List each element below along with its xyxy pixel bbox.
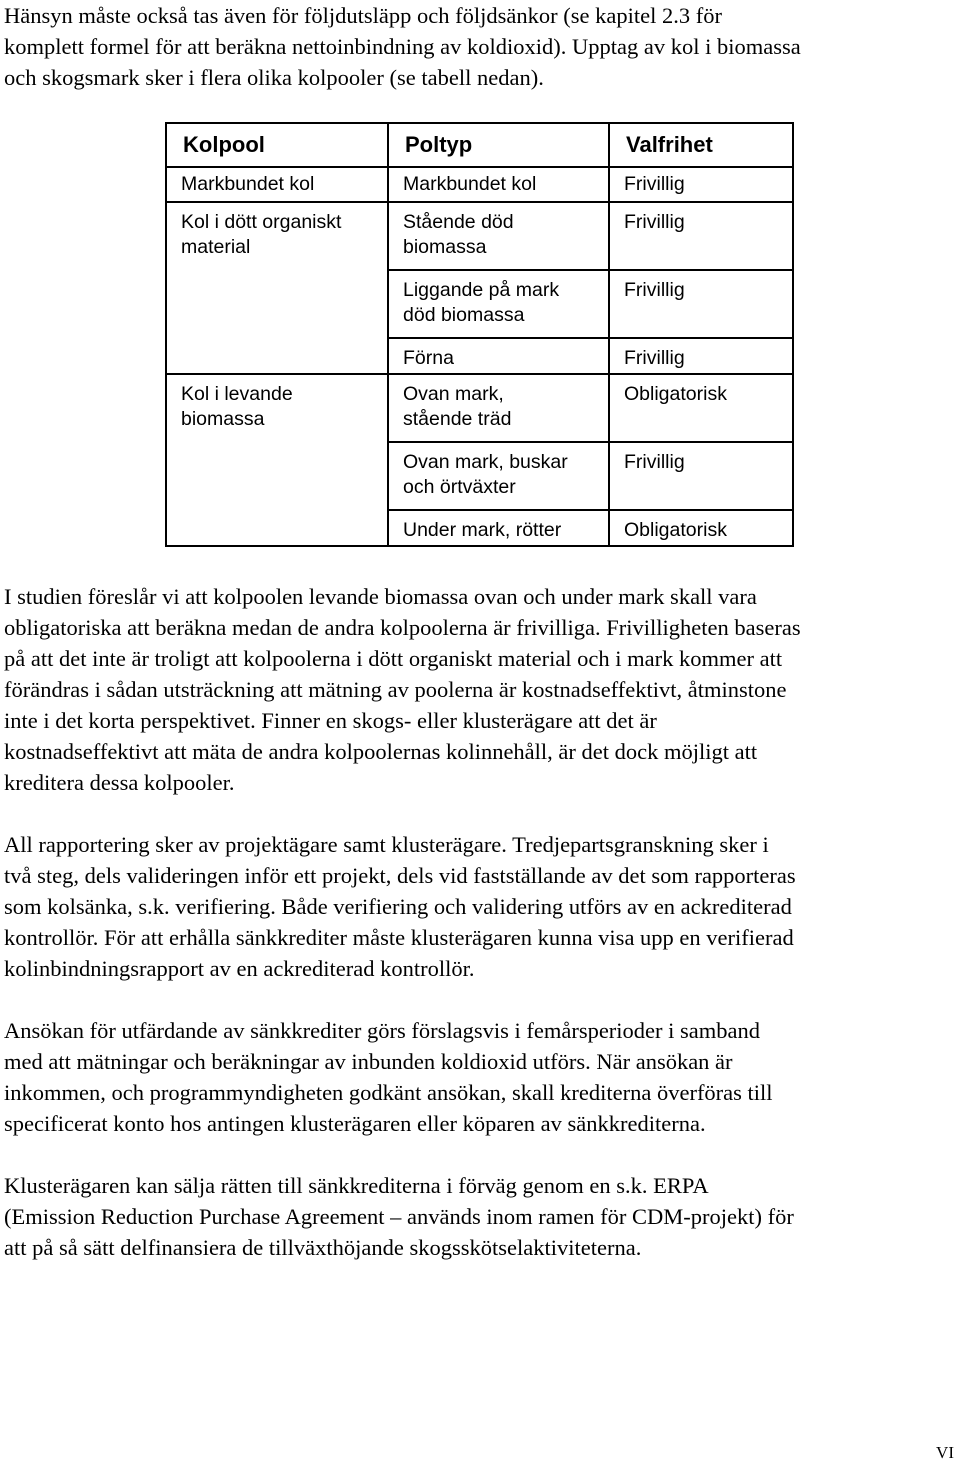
text-line: I studien föreslår vi att kolpoolen levande biomassa ovan och under mark skall vara [4, 584, 757, 609]
choice-cell: Frivillig [609, 338, 793, 374]
text-line: med att mätningar och beräkningar av inbunden koldioxid utförs. När ansökan är [4, 1049, 733, 1074]
type-line: Stående död [403, 211, 514, 233]
text-line: kolinbindningsrapport av en ackrediterad kontrollör. [4, 956, 475, 981]
choice-cell: Obligatorisk [609, 510, 793, 546]
type-cell [388, 510, 609, 546]
pool-cell-living-biomass [166, 374, 388, 546]
text-line: komplett formel för att beräkna nettoinbindning av koldioxid). Upptag av kol i biomassa [4, 34, 801, 59]
pool-label-line: biomassa [181, 408, 265, 430]
type-line: och örtväxter [403, 476, 516, 498]
text-line: inte i det korta perspektivet. Finner en skogs- eller klusterägare att det är [4, 708, 657, 733]
body-paragraph-2 [4, 829, 954, 984]
header-poltyp: Poltyp [388, 123, 609, 167]
carbon-pool-table [165, 122, 794, 547]
text-line: kreditera dessa kolpooler. [4, 770, 235, 795]
type-cell [388, 270, 609, 338]
choice-cell: Frivillig [609, 442, 793, 510]
type-cell [388, 374, 609, 442]
text-line: Hänsyn måste också tas även för följdutsläpp och följdsänkor (se kapitel 2.3 för [4, 3, 722, 28]
type-line: biomassa [403, 236, 487, 258]
text-line: All rapportering sker av projektägare samt klusterägare. Tredjepartsgranskning sker i [4, 832, 769, 857]
text-line: två steg, dels valideringen inför ett projekt, dels vid fastställande av det som rapporteras [4, 863, 796, 888]
pool-cell-dead-organic [166, 202, 388, 374]
text-line: förändras i sådan utsträckning att mätning av poolerna är kostnadseffektivt, åtminstone [4, 677, 787, 702]
text-line: Ansökan för utfärdande av sänkkrediter görs förslagsvis i femårsperioder i samband [4, 1018, 761, 1043]
type-line: död biomassa [403, 304, 525, 326]
text-line: (Emission Reduction Purchase Agreement – används inom ramen för CDM-projekt) för [4, 1204, 794, 1229]
text-line: Klusterägaren kan sälja rätten till sänkkrediterna i förväg genom en s.k. ERPA [4, 1173, 709, 1198]
text-line: inkommen, och programmyndigheten godkänt ansökan, skall krediterna överföras till [4, 1080, 773, 1105]
body-paragraph-3 [4, 1015, 954, 1139]
header-kolpool: Kolpool [166, 123, 388, 167]
type-line: Ovan mark, buskar [403, 451, 568, 473]
table-row [166, 374, 793, 442]
pool-cell: Markbundet kol [166, 167, 388, 202]
type-line: stående träd [403, 408, 512, 430]
type-cell [388, 442, 609, 510]
pool-label-line: Kol i levande [181, 383, 293, 405]
header-valfrihet: Valfrihet [609, 123, 793, 167]
body-paragraph-1 [4, 581, 954, 798]
table-row [166, 202, 793, 270]
text-line: att på så sätt delfinansiera de tillväxthöjande skogsskötselaktiviteterna. [4, 1235, 642, 1260]
text-line: och skogsmark sker i flera olika kolpooler (se tabell nedan). [4, 65, 544, 90]
type-line: Förna [403, 347, 454, 369]
page-number: VI [936, 1443, 954, 1462]
type-cell: Markbundet kol [388, 167, 609, 202]
choice-cell: Obligatorisk [609, 374, 793, 442]
body-paragraph-4 [4, 1170, 954, 1263]
text-line: på att det inte är troligt att kolpoolerna i dött organiskt material och i mark kommer att [4, 646, 783, 671]
intro-paragraph [4, 0, 954, 93]
choice-cell: Frivillig [609, 167, 793, 202]
type-line: Under mark, rötter [403, 519, 562, 541]
type-line: Liggande på mark [403, 279, 560, 301]
text-line: kontrollör. För att erhålla sänkkrediter måste klusterägaren kunna visa upp en verifierad [4, 925, 794, 950]
choice-cell: Frivillig [609, 270, 793, 338]
text-line: obligatoriska att beräkna medan de andra kolpoolerna är frivilliga. Frivilligheten baseras [4, 615, 801, 640]
choice-cell: Frivillig [609, 202, 793, 270]
text-line: specificerat konto hos antingen klusterägaren eller köparen av sänkkrediterna. [4, 1111, 706, 1136]
table-header-row [166, 123, 793, 167]
pool-label-line: material [181, 236, 251, 258]
text-line: kostnadseffektivt att mäta de andra kolpoolernas kolinnehåll, är det dock möjligt att [4, 739, 758, 764]
text-line: som kolsänka, s.k. verifiering. Både verifiering och validering utförs av en ackrediterad [4, 894, 792, 919]
type-cell [388, 338, 609, 374]
pool-label-line: Kol i dött organiskt [181, 211, 342, 233]
type-line: Ovan mark, [403, 383, 504, 405]
table-row [166, 167, 793, 202]
type-cell [388, 202, 609, 270]
